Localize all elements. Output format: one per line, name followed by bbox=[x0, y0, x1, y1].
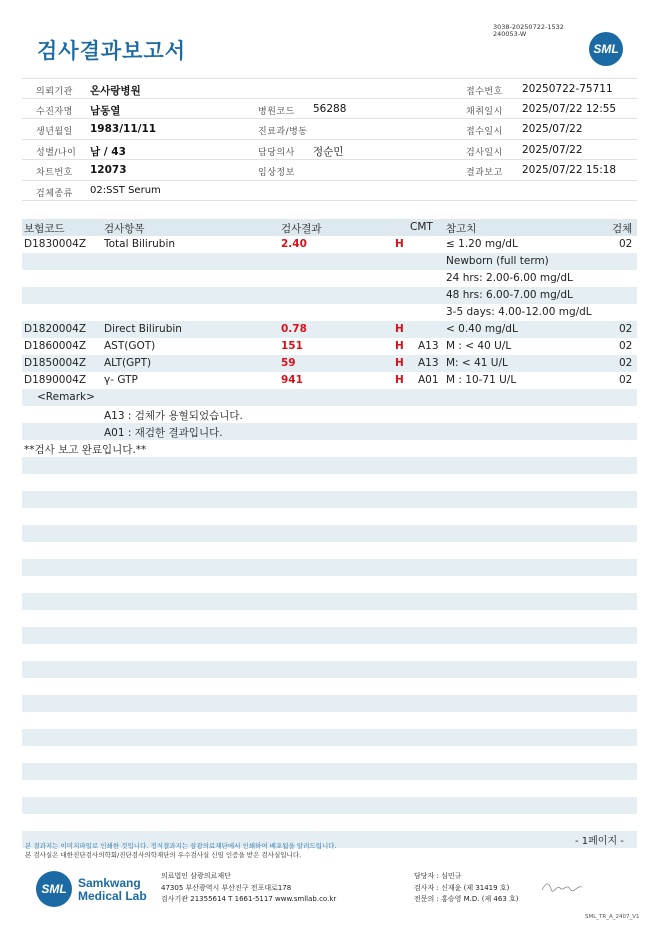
document-id-line: 240053-W bbox=[493, 30, 527, 38]
empty-row bbox=[22, 610, 637, 627]
page-number: - 1페이지 - bbox=[575, 836, 624, 847]
label-receipt-date: 접수일시 bbox=[466, 127, 503, 137]
cell-result: 2.40 bbox=[281, 238, 307, 250]
cell-result: 0.78 bbox=[281, 323, 307, 335]
info-row bbox=[22, 78, 637, 99]
value-result-report: 2025/07/22 15:18 bbox=[522, 164, 617, 176]
cell-test-item: ALT(GPT) bbox=[104, 357, 152, 369]
cell-high-flag: H bbox=[395, 357, 404, 369]
footer-sml-logo bbox=[36, 871, 72, 907]
label-requesting-institution: 의뢰기관 bbox=[36, 87, 73, 97]
cell-high-flag: H bbox=[395, 238, 404, 250]
table-row bbox=[22, 270, 637, 287]
completion-message: **검사 보고 완료입니다.** bbox=[24, 444, 147, 456]
cell-test-item: AST(GOT) bbox=[104, 340, 156, 352]
empty-row bbox=[22, 780, 637, 797]
label-hospital-code: 병원코드 bbox=[258, 106, 295, 117]
cell-reference: Newborn (full term) bbox=[446, 255, 549, 267]
footer-staff-line: 전문의 : 홍승영 M.D. (제 463 호) bbox=[414, 895, 519, 903]
footer-staff-line: 담당자 : 심민규 bbox=[414, 872, 462, 880]
empty-row bbox=[22, 763, 637, 780]
label-department-ward: 진료과/병동 bbox=[258, 127, 308, 137]
empty-row bbox=[22, 474, 637, 491]
value-specimen-type: 02:SST Serum bbox=[90, 184, 161, 196]
cell-test-item: Direct Bilirubin bbox=[104, 323, 182, 335]
value-hospital-code: 56288 bbox=[313, 102, 347, 115]
empty-row bbox=[22, 508, 637, 525]
form-code: SML_TR_A_2407_V1 bbox=[585, 914, 640, 920]
value-attending-doctor: 정순민 bbox=[313, 145, 344, 158]
table-row bbox=[22, 304, 637, 321]
empty-row bbox=[22, 457, 637, 474]
results-table bbox=[22, 219, 637, 848]
footer-brand bbox=[78, 877, 147, 903]
empty-row bbox=[22, 729, 637, 746]
results-header bbox=[22, 219, 637, 236]
footer-staff bbox=[414, 871, 519, 906]
value-patient-name: 남동열 bbox=[90, 104, 121, 117]
label-chart-number: 차트번호 bbox=[36, 168, 73, 178]
cell-reference: M : < 40 U/L bbox=[446, 340, 512, 352]
cell-high-flag: H bbox=[395, 340, 404, 352]
cell-reference: ≤ 1.20 mg/dL bbox=[446, 238, 518, 250]
cell-insurance-code: D1830004Z bbox=[24, 238, 87, 250]
info-row bbox=[22, 119, 637, 140]
cell-insurance-code: D1820004Z bbox=[24, 323, 87, 335]
cell-reference: 24 hrs: 2.00-6.00 mg/dL bbox=[446, 272, 573, 284]
empty-row bbox=[22, 814, 637, 831]
completion-row bbox=[22, 440, 637, 457]
cell-high-flag: H bbox=[395, 374, 404, 386]
header-test-item: 검사항목 bbox=[104, 223, 145, 235]
value-chart-number: 12073 bbox=[90, 164, 127, 176]
remark-text: A01 : 재검한 결과입니다. bbox=[104, 427, 223, 439]
table-row bbox=[22, 355, 637, 372]
empty-row bbox=[22, 695, 637, 712]
label-patient-name: 수진자명 bbox=[36, 106, 73, 117]
cell-high-flag: H bbox=[395, 323, 404, 335]
table-row bbox=[22, 321, 637, 338]
empty-row bbox=[22, 576, 637, 593]
cell-cmt: A13 bbox=[418, 340, 439, 352]
footer-sml-logo-text: SML bbox=[41, 882, 67, 896]
header-reference: 참고치 bbox=[446, 223, 477, 235]
empty-row bbox=[22, 593, 637, 610]
sml-logo-text: SML bbox=[593, 42, 619, 56]
footer-org-line: 검사기관 21355614 T 1661-5117 www.smllab.co.kr bbox=[161, 895, 337, 903]
cell-reference: M: < 41 U/L bbox=[446, 357, 508, 369]
cell-test-item: γ- GTP bbox=[104, 374, 138, 386]
label-attending-doctor: 담당의사 bbox=[258, 147, 295, 158]
empty-row bbox=[22, 491, 637, 508]
empty-row bbox=[22, 644, 637, 661]
table-row bbox=[22, 338, 637, 355]
value-sex-age: 남 / 43 bbox=[90, 145, 126, 158]
footer-brand-line: Samkwang bbox=[78, 876, 141, 890]
header-cmt: CMT bbox=[410, 221, 433, 233]
label-birth-date: 생년월일 bbox=[36, 127, 73, 137]
value-birth-date: 1983/11/11 bbox=[90, 123, 157, 135]
footer-brand-line: Medical Lab bbox=[78, 889, 147, 903]
remark-row bbox=[22, 423, 637, 440]
cell-insurance-code: D1860004Z bbox=[24, 340, 87, 352]
empty-row bbox=[22, 797, 637, 814]
empty-row bbox=[22, 542, 637, 559]
signature-image bbox=[540, 880, 584, 894]
page-title: 검사결과보고서 bbox=[37, 39, 187, 63]
document-id-line: 3038-20250722-1532 bbox=[493, 23, 564, 31]
label-specimen-type: 검체종류 bbox=[36, 188, 73, 199]
empty-row bbox=[22, 559, 637, 576]
document-id bbox=[493, 24, 564, 38]
cell-insurance-code: D1890004Z bbox=[24, 374, 87, 386]
patient-info-table bbox=[22, 78, 637, 201]
header-specimen: 검체 bbox=[612, 223, 633, 235]
cell-reference: 3-5 days: 4.00-12.00 mg/dL bbox=[446, 306, 592, 318]
result-rows bbox=[22, 236, 637, 848]
footer-org-line: 47305 부산광역시 부산진구 전포대로178 bbox=[161, 883, 292, 892]
remark-text: A13 : 검체가 용혈되었습니다. bbox=[104, 410, 243, 422]
cell-reference: M : 10-71 U/L bbox=[446, 374, 517, 386]
cell-result: 59 bbox=[281, 357, 296, 369]
remark-row bbox=[22, 406, 637, 423]
empty-row bbox=[22, 678, 637, 695]
table-row bbox=[22, 236, 637, 253]
cell-specimen: 02 bbox=[619, 374, 633, 386]
info-row bbox=[22, 140, 637, 161]
cell-specimen: 02 bbox=[619, 238, 633, 250]
header-result: 검사결과 bbox=[281, 223, 322, 235]
label-clinical-info: 임상정보 bbox=[258, 168, 295, 178]
footer-organization bbox=[161, 871, 336, 906]
label-result-report: 결과보고 bbox=[466, 168, 503, 178]
empty-row bbox=[22, 746, 637, 763]
value-receipt-number: 20250722-75711 bbox=[522, 83, 613, 95]
value-test-date: 2025/07/22 bbox=[522, 143, 583, 156]
empty-row bbox=[22, 525, 637, 542]
footer-notes bbox=[25, 842, 337, 859]
info-row bbox=[22, 99, 637, 120]
remark-title: <Remark> bbox=[37, 391, 95, 403]
label-receipt-number: 접수번호 bbox=[466, 87, 503, 97]
label-sex-age: 성별/나이 bbox=[36, 147, 77, 158]
empty-row bbox=[22, 661, 637, 678]
header-insurance-code: 보험코드 bbox=[24, 223, 65, 235]
cell-result: 151 bbox=[281, 340, 303, 352]
empty-row bbox=[22, 627, 637, 644]
table-row bbox=[22, 253, 637, 270]
sml-logo bbox=[589, 32, 623, 66]
info-row bbox=[22, 160, 637, 181]
cell-reference: 48 hrs: 6.00-7.00 mg/dL bbox=[446, 289, 573, 301]
cell-result: 941 bbox=[281, 374, 303, 386]
empty-row bbox=[22, 712, 637, 729]
info-row bbox=[22, 181, 637, 202]
footer-org-line: 의료법인 삼광의료재단 bbox=[161, 872, 231, 880]
table-row bbox=[22, 372, 637, 389]
cell-test-item: Total Bilirubin bbox=[104, 238, 176, 250]
footer-staff-line: 검사자 : 신재윤 (제 31419 호) bbox=[414, 883, 510, 892]
value-collection-datetime: 2025/07/22 12:55 bbox=[522, 102, 617, 115]
footer-note-line: 본 검사실은 대한진단검사의학회/진단검사의학재단의 우수검사실 신임 인증을 받은 검사실입니다. bbox=[25, 850, 302, 859]
cell-insurance-code: D1850004Z bbox=[24, 357, 87, 369]
cell-specimen: 02 bbox=[619, 340, 633, 352]
label-test-date: 검사일시 bbox=[466, 147, 503, 158]
value-receipt-date: 2025/07/22 bbox=[522, 123, 583, 135]
footer-note-line: 본 결과지는 이미지파일로 인쇄한 것입니다. 정식결과지는 삼광의료재단에서 인쇄하여 배포됨을 알려드립니다. bbox=[25, 842, 337, 850]
cell-reference: < 0.40 mg/dL bbox=[446, 323, 518, 335]
table-row bbox=[22, 287, 637, 304]
label-collection-datetime: 채취일시 bbox=[466, 106, 503, 117]
cell-specimen: 02 bbox=[619, 357, 633, 369]
cell-cmt: A01 bbox=[418, 374, 439, 386]
cell-cmt: A13 bbox=[418, 357, 439, 369]
remark-row bbox=[22, 389, 637, 406]
cell-specimen: 02 bbox=[619, 323, 633, 335]
value-requesting-institution: 온사랑병원 bbox=[90, 85, 141, 97]
